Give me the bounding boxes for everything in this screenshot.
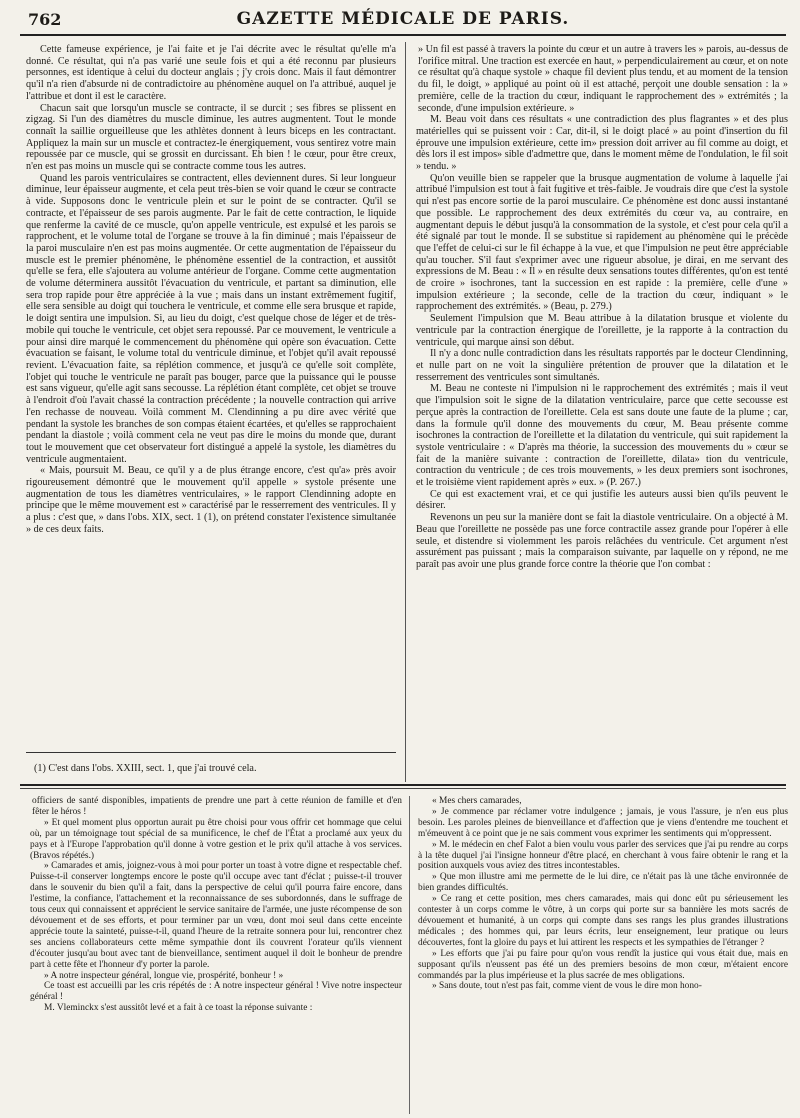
page-header: [20, 8, 786, 36]
paragraph: Ce toast est accueilli par les cris répétés de : A notre inspecteur général ! Vive notre inspecteur général !: [30, 981, 402, 1003]
paragraph: » Je commence par réclamer votre indulgence ; jamais, je vous l'assure, je n'en eus plus besoin. Les paroles pleines de bienveillance et d'affection que je viens d'entendre me touchent et m'émeuvent à ce point que je ne sais comment vous exprimer les sentiments qui m'oppressent.: [418, 806, 788, 839]
feuilleton-column-right: [418, 796, 788, 1116]
paragraph: officiers de santé disponibles, impatients de prendre une part à cette réunion de famille et d'en fêter le héros !: [32, 796, 402, 817]
paragraph: « Mais, poursuit M. Beau, ce qu'il y a de plus étrange encore, c'est qu'a» près avoir rigoureusement démontré que le mouvement qu'il appelle » systole présente une augmentation de tous les diamètres ventriculaires, » le rapport Clendinning adopte en principe que le même mouvement est » caractérisé par le resserrement des ventricules. Il y a plus : c'est que, » dans l'obs. XIX, sect. 1 (1), on prétend constater l'existence simultanée » de ces deux faits.: [26, 465, 396, 535]
paragraph: » Et quel moment plus opportun aurait pu être choisi pour vous offrir cet hommage que celui où, par un témoignage tout spécial de sa munificence, le chef de l'État a proclamé aux yeux du pays et à l'Europe l'approbation qu'il donne à votre gestion et le prix qu'il attache à vos services. (Bravos répétés.): [30, 817, 402, 861]
section-separator: [20, 784, 786, 786]
paragraph: M. Vleminckx s'est aussitôt levé et a fait à ce toast la réponse suivante :: [44, 1003, 313, 1014]
article-column-left: [26, 44, 396, 734]
section-separator-thin: [20, 788, 786, 789]
paragraph: » Un fil est passé à travers la pointe du cœur et un autre à travers les » parois, au-dessus de l'orifice mitral. Une traction est exercée en haut, » perpendiculairement au cœur, et on note ce résultat qu'à chaque systole » chaque fil devient plus tendu, et au moment de la tension du fil, le doigt, » appliqué au point où il est attaché, perçoit une double sensation : la » première, celle de la traction du cœur, indiquant le rapprochement des » extrémités ; la seconde, d'une impulsion extérieure. »: [418, 44, 788, 114]
paragraph: » Que mon illustre ami me permette de le lui dire, ce n'était pas là une tâche environnée de bien grandes difficultés.: [418, 872, 788, 894]
paragraph: » Sans doute, tout n'est pas fait, comme vient de vous le dire mon hono-: [432, 981, 702, 992]
paragraph: Seulement l'impulsion que M. Beau attribue à la dilatation brusque et violente du ventricule par la contraction énergique de l'oreillette, je la rapporte à la contraction du ventricule, qui marque ainsi son début.: [416, 313, 788, 348]
paragraph: Quand les parois ventriculaires se contractent, elles deviennent dures. Si leur longueur diminue, leur épaisseur augmente, et cela peut très-bien se voir quand le cœur se contracte à vide. Supposons donc le ventricule plein et sur le point de se contracter. Qu'il se contracte, et l'épaisseur de ses parois augmente. Par le fait de cette contraction, le liquide que renferme la cavité de ce muscle, qu'on appelle ventricule, est expulsé et les parois se rapprochent, et le volume total de l'organe se trouve à la fin diminué ; mais l'épaisseur de la paroi musculaire n'en est pas moins augmentée. Or cette augmentation de l'épaisseur du muscle est le premier phénomène, le phénomène essentiel de la contraction, et aussitôt qu'elle se fera, elle s'ajoutera au volume antérieur de l'organe. Comme cette augmentation de volume déterminera aussitôt l'évacuation du ventricule, et partant sa diminution, elle sera trop rapide pour être appréciée à la vue ; mais dans un instant extrêmement fugitif, elle sera sensible au doigt qui touchera le ventricule, et comme elle sera brusque et rapide, le doigt sentira une impulsion. Si, au lieu du doigt, c'est quelque chose de léger et de très-mobile qui touche le ventricule, cet objet sera repoussé. Par ce mouvement, le ventricule a pour ainsi dire marqué le commencement du phénomène qui opère son évacuation. Cette évacuation se faisant, le volume total du ventricule diminue, et l'objet qu'il avait repoussé revient. L'évacuation faite, sa réplétion commence, et jusqu'à ce qu'elle soit complète, l'objet qui touche le ventricule ne paraît pas bouger, parce que la puissance qui le pousse est sans vigueur, qu'elle agit sans secousse. La réplétion étant complète, cet objet se trouve à l'endroit d'où l'avait chassé la contraction précédente ; la nouvelle contraction qui arrive l'en rechasse de nouveau. Voilà comment M. Clendinning a pu dire avec vérité que pendant la systole les branches de son compas étaient écartées, et qu'elles se rapprochaient pendant la diastole ; voilà comment cela ne veut pas dire le moins du monde que, durant tout le mouvement que cet observateur fort distingué a appelé la systole, les diamètres du ventricule augmentaient.: [26, 172, 396, 465]
paragraph: Cette fameuse expérience, je l'ai faite et je l'ai décrite avec le résultat qu'elle m'a donné. Ce résultat, qui n'a pas varié une seule fois et qui a été reconnu par plusieurs personnes, est identique à celui du docteur anglais ; j'y crois donc. Mais il faut démontrer qu'il n'a rien d'absurde ni de contradictoire au phénomène auquel on l'a attribué, auquel je l'attribue et dont il est le caractère.: [26, 44, 396, 102]
article-column-right: [416, 44, 788, 779]
column-divider: [405, 42, 406, 782]
paragraph: M. Beau voit dans ces résultats « une contradiction des plus flagrantes » et des plus matérielles qui se puissent voir : Car, dit-il, si le doigt placé » au point d'insertion du fil éprouve une impulsion extérieure, cette im» pression doit arriver au fil comme au doigt, et dès lors il est impos» sible d'admettre que, dans le moment même de l'ondulation, le fil soit » tendu. »: [416, 114, 788, 173]
footnote-rule: [26, 752, 396, 753]
paragraph: Chacun sait que lorsqu'un muscle se contracte, il se durcit ; ses fibres se plissent en zigzag. Si l'un des diamètres du muscle diminue, les autres augmentent. Tout le monde connaît la saillie orgueilleuse que les athlètes donnent à leurs biceps en les contractant. Appliquez la main sur un muscle et contractez-le énergiquement, vous sentirez votre main repoussée par ce muscle, qui se grossit en durcissant. Eh bien ! le cœur, pour être creux, n'en est pas moins un muscle qui se contracte comme tous les autres.: [26, 102, 396, 173]
paragraph: » M. le médecin en chef Falot a bien voulu vous parler des services que j'ai pu rendre au corps à la tête duquel j'ai l'insigne honneur d'être placé, en cherchant à vous faire obtenir le rang et la position auxquels vous aviez des titres incontestables.: [418, 839, 788, 872]
paragraph: » Les efforts que j'ai pu faire pour qu'on vous rendît la justice qui vous était due, mais en supposant qu'ils n'eussent pas été un des premiers besoins de mon cœur, m'étaient encore commandés par la plus impérieuse et la plus sacrée de mes obligations.: [418, 948, 788, 981]
paragraph: Ce qui est exactement vrai, et ce qui justifie les auteurs aussi bien qu'ils peuvent le désirer.: [416, 488, 788, 512]
paragraph: « Mes chers camarades,: [432, 796, 522, 806]
paragraph: Revenons un peu sur la manière dont se fait la diastole ventriculaire. On a objecté à M. Beau que l'oreillette ne possède pas une force contractile assez grande pour l'opérer à elle seule, et distendre si violemment les parois relâchées du ventricule. Cet argument n'est assurément pas puissant ; mais la comparaison suivante, par laquelle on y répond, ne me paraît pas avoir une plus grande force contre la théorie que l'on combat :: [416, 512, 788, 570]
paragraph: M. Beau ne conteste ni l'impulsion ni le rapprochement des extrémités ; mais il veut que l'impulsion soit le signe de la dilatation ventriculaire, parce que cette secousse est perçue après la contraction de l'oreillette. Cela est sans doute une faute de la plume ; car, dans la formule qu'il donne des mouvements du cœur, M. Beau présente comme isochrones la contraction de l'oreillette et la dilatation du ventricule, qui suit rapidement la systole ventriculaire : « D'après ma théorie, la succession des mouvements du » cœur se fait de la manière suivante : contraction de l'oreillette, dilata» tion du ventricule, contraction du ventricule ; de ces trois mouvements, » les deux premiers sont isochrones, et le troisième vient rapidement après » eux. » (P. 267.): [416, 383, 788, 489]
page-number: 762: [28, 10, 62, 29]
column-divider-bottom: [409, 796, 410, 1114]
paragraph: » Camarades et amis, joignez-vous à moi pour porter un toast à votre digne et respectable chef. Puisse-t-il conserver longtemps encore le poste qu'il occupe avec tant d'éclat ; puisse-t-il trouver dans le souvenir du bien qu'il a fait, dans la perspective de celui qu'il pourra faire encore, dans l'estime, la confiance, l'attachement et la reconnaissance de ses subordonnés, dans le suffrage de tous ceux qui connaissent et apprécient le service sanitaire de l'armée, une juste récompense de son dévouement et de ses efforts, et pour terminer par un vœu, dont moi seul dans cette enceinte apprécie toute la sainteté, puisse-t-il, quand l'heure de la retraite sonnera pour lui, rencontrer chez ses anciens collaborateurs cette même sympathie dont ils couvrent l'orateur qu'ils viennent d'écouter jusqu'au bout avec tant de bienveillance, sentiment auquel il doit le bonheur de prendre part à cette fête et l'honneur d'y porter la parole.: [30, 861, 402, 970]
paragraph: Qu'on veuille bien se rappeler que la brusque augmentation de volume à laquelle j'ai attribué l'impulsion est tout à fait fugitive et très-faible. Je voudrais dire que c'est la systole qui n'est pas encore sortie de la paroi musculaire. Ce phénomène est donc aussi instantané que possible. Le rapprochement des deux extrémités du cœur va, au contraire, en augmentant depuis le début jusqu'à la consommation de la systole, et c'est pour cela qu'il a été signalé par tout le monde. Il se substitue si rapidement au phénomène qui le précède que l'effet de celui-ci sur le fil échappe à la vue, et que l'impulsion ne peut être appréciable qu'au toucher. S'il faut s'exprimer avec une rigueur absolue, je dirai, en me servant des expressions de M. Beau : « Il » en résulte deux sensations toutes différentes, qu'on est tenté de croire » isochrones, tant la succession en est rapide : la première, celle d'une » impulsion extérieure ; la seconde, celle de la traction du cœur, indiquant » le rapprochement des extrémités. » (Beau, p. 279.): [416, 172, 788, 313]
paragraph: » A notre inspecteur général, longue vie, prospérité, bonheur ! »: [44, 970, 284, 981]
journal-title: GAZETTE MÉDICALE DE PARIS.: [236, 9, 570, 29]
paragraph: » Ce rang et cette position, mes chers camarades, mais qui donc eût pu sérieusement les contester à un corps comme le vôtre, à un corps qui porte sur sa bannière les mots sacrés de dévouement et humanité, à un corps qui compte dans ses rangs les plus grandes illustrations médicales ; des hommes qui, par leurs écrits, leur enseignement, leur pratique ou leurs découvertes, font la gloire du pays et lui attirent les respects et les sympathies de l'étranger ?: [418, 894, 788, 948]
footnote: (1) C'est dans l'obs. XXIII, sect. 1, que j'ai trouvé cela.: [34, 763, 257, 774]
paragraph: Il n'y a donc nulle contradiction dans les résultats rapportés par le docteur Clendinning, et nulle part on ne voit la singulière prétention de prouver que la dilatation et le resserrement des ventricules sont simultanés.: [416, 348, 788, 383]
feuilleton-column-left: [30, 796, 402, 1116]
